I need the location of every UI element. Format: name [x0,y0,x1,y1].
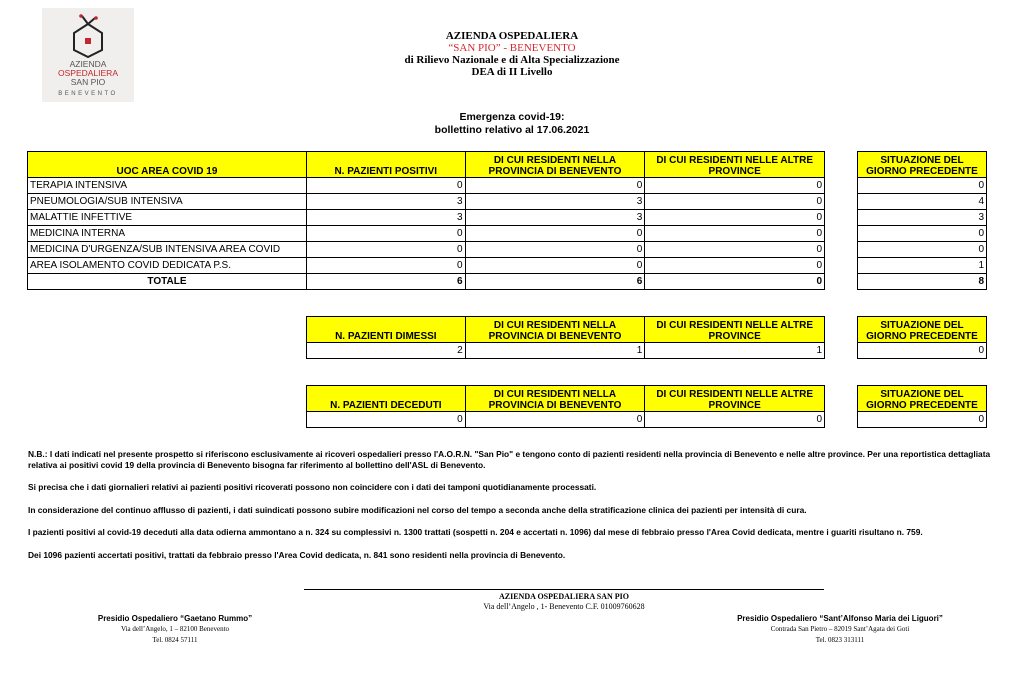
row-label: MALATTIE INFETTIVE [28,210,307,226]
table-row [28,226,825,242]
row-label: TERAPIA INTENSIVA [28,178,307,194]
bulletin-title [300,111,724,137]
cell-altre: 0 [645,226,825,242]
cell-bn: 3 [465,194,645,210]
dimessi-total: 2 [307,343,466,359]
footer-left-tel: Tel. 0824 57111 [152,636,198,644]
deceduti-prev-table [857,385,987,428]
footer-right-tel: Tel. 0823 313111 [815,636,865,644]
cell-positivi: 0 [306,178,465,194]
logo-house-icon [70,14,106,58]
dimessi-altre: 1 [645,343,825,359]
prev-day-table [857,151,987,290]
col-header-positivi: N. PAZIENTI POSITIVI [306,152,465,178]
logo-text-azienda: AZIENDA [69,59,107,69]
table-row [28,210,825,226]
row-label: MEDICINA D'URGENZA/SUB INTENSIVA AREA COVID [28,242,307,258]
total-altre: 0 [645,274,825,290]
prev-cell: 0 [858,178,987,194]
logo-text-ospedaliera: OSPEDALIERA [58,68,118,78]
note-paragraph: In considerazione del continuo afflusso di pazienti, i dati suindicati possono subire modificazioni nel corso del tempo a seconda anche della stratificazione clinica dei pazienti per intensità di cura. [28,504,807,515]
cell-positivi: 0 [306,258,465,274]
footer-left-title: Presidio Ospedaliero “Gaetano Rummo” [97,614,253,623]
footer-left-address: Via dell’Angelo, 1 – 82100 Benevento [120,625,230,633]
footer-right [690,613,990,646]
prev-header: SITUAZIONE DEL GIORNO PRECEDENTE [858,152,987,178]
deceduti-header-altre: DI CUI RESIDENTI NELLE ALTRE PROVINCE [645,386,825,412]
dimessi-header-altre: DI CUI RESIDENTI NELLE ALTRE PROVINCE [645,317,825,343]
cell-bn: 0 [465,242,645,258]
footer-right-title: Presidio Ospedaliero “Sant’Alfonso Maria dei Liguori” [737,614,943,623]
notes-section [28,449,993,572]
hospital-logo [42,8,134,102]
cell-bn: 0 [465,258,645,274]
footer-left [60,613,290,646]
cell-bn: 0 [465,178,645,194]
cell-altre: 0 [645,242,825,258]
header-title: AZIENDA OSPEDALIERA [445,30,579,42]
row-label: AREA ISOLAMENTO COVID DEDICATA P.S. [28,258,307,274]
bulletin-line-2: bollettino relativo al 17.06.2021 [434,124,590,136]
logo-text-benevento: BENEVENTO [58,91,118,97]
deceduti-table [306,385,825,428]
document-header [300,30,724,78]
deceduti-total: 0 [307,412,466,428]
deceduti-bn: 0 [465,412,645,428]
prev-cell: 0 [858,242,987,258]
table-row [28,178,825,194]
cell-positivi: 3 [306,210,465,226]
cell-altre: 0 [645,178,825,194]
logo-text-sanpio: SAN PIO [70,77,106,87]
header-subtitle: “SAN PIO” - BENEVENTO [448,42,576,54]
row-label: PNEUMOLOGIA/SUB INTENSIVA [28,194,307,210]
prev-cell: 4 [858,194,987,210]
cell-positivi: 0 [306,242,465,258]
table-row [28,242,825,258]
col-header-uoc: UOC AREA COVID 19 [28,152,307,178]
note-paragraph: N.B.: I dati indicati nel presente prospetto si riferiscono esclusivamente ai ricoveri ospedalieri presso l'A.O.R.N. "San Pio" e tengono conto di pazienti residenti nella provincia di Benevento e nelle altre province. Per una reportistica dettagliata relativa ai positivi covid 19 della provincia di Benevento bisogna far riferimento al bollettino dell'ASL di Benevento. [28,449,991,470]
footer-divider [304,589,824,590]
main-table [27,151,825,290]
cell-altre: 0 [645,258,825,274]
bulletin-line-1: Emergenza covid-19: [459,111,565,123]
prev-cell: 3 [858,210,987,226]
dimessi-bn: 1 [465,343,645,359]
prev-cell: 0 [858,226,987,242]
table-row [307,412,825,428]
dimessi-header: N. PAZIENTI DIMESSI [307,317,466,343]
deceduti-prev-value: 0 [858,412,987,428]
deceduti-header-bn: DI CUI RESIDENTI NELLA PROVINCIA DI BENEVENTO [465,386,645,412]
header-line-3: di Rilievo Nazionale e di Alta Specializzazione [404,54,620,66]
cell-altre: 0 [645,210,825,226]
col-header-altre: DI CUI RESIDENTI NELLE ALTRE PROVINCE [645,152,825,178]
note-paragraph: Dei 1096 pazienti accertati positivi, trattati da febbraio presso l'Area Covid dedicata, n. 841 sono residenti nella provincia di Benevento. [28,549,566,560]
total-positivi: 6 [306,274,465,290]
footer-center-title: AZIENDA OSPEDALIERA SAN PIO [498,592,630,601]
table-row [28,194,825,210]
table-row [28,258,825,274]
table-row [307,343,825,359]
prev-cell: 1 [858,258,987,274]
cell-positivi: 0 [306,226,465,242]
deceduti-header: N. PAZIENTI DECEDUTI [307,386,466,412]
footer-center-address: Via dell’Angelo , 1- Benevento C.F. 01009760628 [483,602,645,611]
note-paragraph: Si precisa che i dati giornalieri relativi ai pazienti positivi ricoverati possono non coincidere con i dati dei tamponi quotidianamente processati. [28,482,597,492]
col-header-bn: DI CUI RESIDENTI NELLA PROVINCIA DI BENEVENTO [465,152,645,178]
footer-right-address: Contrada San Pietro – 82019 Sant’Agata dei Goti [770,625,910,633]
note-paragraph: I pazienti positivi al covid-19 deceduti alla data odierna ammontano a n. 324 su complessivi n. 1300 trattati (sospetti n. 204 e accertati n. 1096) dal mese di febbraio presso l'Area Covid dedicata, mentre i guariti risultano n. 759. [28,527,923,537]
footer-center [304,592,824,612]
dimessi-table [306,316,825,359]
cell-bn: 3 [465,210,645,226]
header-line-4: DEA di II Livello [471,66,553,78]
deceduti-altre: 0 [645,412,825,428]
total-label: TOTALE [28,274,307,290]
dimessi-header-bn: DI CUI RESIDENTI NELLA PROVINCIA DI BENEVENTO [465,317,645,343]
total-bn: 6 [465,274,645,290]
dimessi-prev-header: SITUAZIONE DEL GIORNO PRECEDENTE [858,317,987,343]
dimessi-prev-table [857,316,987,359]
total-row [28,274,825,290]
cell-altre: 0 [645,194,825,210]
prev-total: 8 [858,274,987,290]
dimessi-prev-value: 0 [858,343,987,359]
cell-positivi: 3 [306,194,465,210]
deceduti-prev-header: SITUAZIONE DEL GIORNO PRECEDENTE [858,386,987,412]
row-label: MEDICINA INTERNA [28,226,307,242]
cell-bn: 0 [465,226,645,242]
